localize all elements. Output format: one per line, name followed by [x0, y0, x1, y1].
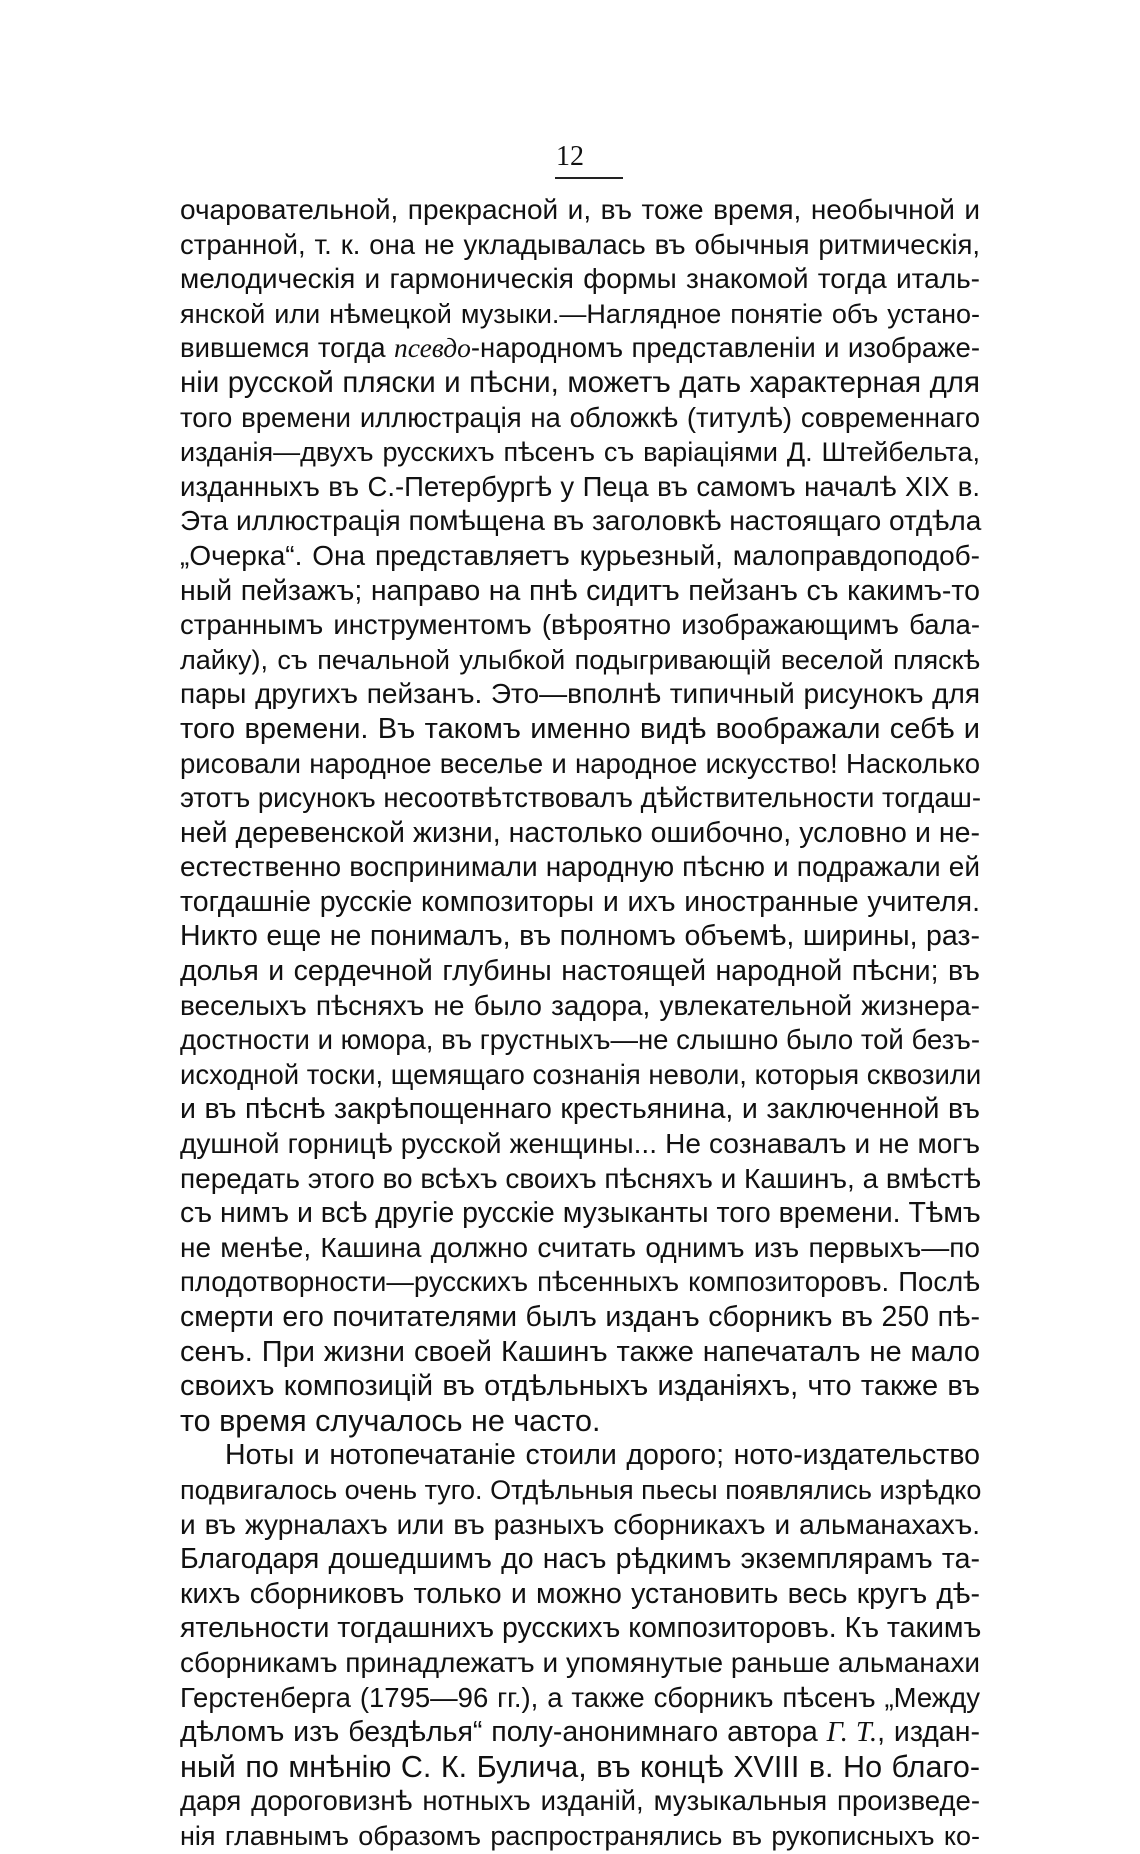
text-line: веселыхъ пѣсняхъ не было задора, увлекательной жизнера- [180, 989, 980, 1021]
text-line: смерти его почитателями былъ изданъ сборникъ въ 250 пѣ- [180, 1301, 980, 1333]
text-line: ный пейзажъ; направо на пнѣ сидитъ пейзанъ съ какимъ-то [180, 574, 980, 607]
text-line: Эта иллюстрація помѣщена въ заголовкѣ настоящаго отдѣла [180, 505, 982, 537]
text-line: ніи русской пляски и пѣсни, можетъ дать характерная для [180, 365, 980, 399]
text-line: передать этого во всѣхъ своихъ пѣсняхъ и Кашинъ, а вмѣстѣ [180, 1162, 981, 1194]
text-line [180, 1715, 980, 1750]
text-line: своихъ композицій въ отдѣльныхъ изданіяхъ, что также въ [180, 1370, 980, 1403]
text-line: не менѣе, Кашина должно считать однимъ изъ первыхъ—по [180, 1231, 980, 1263]
text-line: пары другихъ пейзанъ. Это—вполнѣ типичный рисунокъ для [180, 678, 980, 710]
text-line: достности и юмора, въ грустныхъ—не слышно было той безъ- [180, 1024, 980, 1056]
text-line: и въ пѣснѣ закрѣпощеннаго крестьянина, и заключенной въ [180, 1093, 980, 1126]
italic-segment: Г. Т. [826, 1717, 878, 1749]
text-line: нія главнымъ образомъ распространялись въ рукописныхъ ко- [180, 1820, 980, 1851]
text-line [180, 331, 980, 366]
text-segment: вившемся тогда [180, 332, 394, 364]
text-line: очаровательной, прекрасной и, въ тоже время, необычной и [180, 194, 980, 225]
text-line: и въ журналахъ или въ разныхъ сборникахъ и альманахахъ. [180, 1508, 980, 1540]
text-line: душной горницѣ русской женщины... Не сознавалъ и не могъ [180, 1128, 980, 1160]
text-line: странной, т. к. она не укладывалась въ обычныя ритмическія, [180, 228, 980, 260]
text-line: мелодическія и гармоническія формы знакомой тогда италь- [180, 263, 980, 295]
text-line: Благодаря дошедшимъ до насъ рѣдкимъ экземплярамъ та- [180, 1543, 980, 1576]
text-line: съ нимъ и всѣ другіе русскіе музыканты того времени. Тѣмъ [180, 1197, 981, 1230]
text-line: исходной тоски, щемящаго сознанія неволи, которыя сквозили [180, 1058, 982, 1090]
text-line: ней деревенской жизни, настолько ошибочно, условно и не- [180, 816, 980, 849]
text-line: „Очерка“. Она представляетъ курьезный, малоправдоподоб- [180, 539, 980, 571]
body-text [180, 193, 980, 1854]
text-line: естественно воспринимали народную пѣсню и подражали ей [180, 851, 980, 883]
text-line: ный по мнѣнію С. К. Булича, въ концѣ XVIII в. Но благо- [180, 1749, 980, 1784]
text-line: подвигалось очень туго. Отдѣльныя пьесы появлялись изрѣдко [180, 1474, 982, 1505]
text-line: плодотворности—русскихъ пѣсенныхъ композиторовъ. Послѣ [180, 1266, 980, 1298]
text-line: даря дороговизнѣ нотныхъ изданій, музыкальныя произведе- [180, 1785, 980, 1817]
text-line: рисовали народное веселье и народное искусство! Насколько [180, 747, 980, 779]
text-line: янской или нѣмецкой музыки.—Наглядное понятіе объ устано- [180, 298, 980, 329]
text-line: Герстенберга (1795—96 гг.), а также сборникъ пѣсенъ „Между [180, 1681, 980, 1713]
text-line: изданія—двухъ русскихъ пѣсенъ съ варіаціями Д. Штейбельта, [180, 437, 980, 468]
page-number-rule [555, 177, 623, 179]
text-line: сенъ. При жизни своей Кашинъ также напечаталъ не мало [180, 1335, 980, 1368]
text-line: изданныхъ въ С.-Петербургѣ у Пеца въ самомъ началѣ XIX в. [180, 470, 980, 502]
text-line: ятельности тогдашнихъ русскихъ композиторовъ. Къ такимъ [180, 1612, 982, 1645]
text-segment: -народномъ представленіи и изображе- [470, 332, 980, 364]
text-segment: , издан- [877, 1716, 980, 1749]
text-line: тогдашніе русскіе композиторы и ихъ иностранные учителя. [180, 885, 980, 918]
text-line: того времени. Въ такомъ именно видѣ воображали себѣ и [180, 712, 980, 745]
text-segment: дѣломъ изъ бездѣлья“ полу-анонимнаго автора [180, 1716, 827, 1749]
text-line: то время случалось не часто. [180, 1403, 601, 1438]
text-line: сборникамъ принадлежатъ и упомянутые раньше альманахи [180, 1646, 980, 1678]
text-line: Никто еще не понималъ, въ полномъ объемѣ, ширины, раз- [180, 920, 980, 953]
text-line: этотъ рисунокъ несоотвѣтствовалъ дѣйствительности тогдаш- [180, 782, 981, 814]
text-line: того времени иллюстрація на обложкѣ (титулѣ) современнаго [180, 401, 980, 433]
text-line: кихъ сборниковъ только и можно установить весь кругъ дѣ- [180, 1577, 980, 1610]
text-line: долья и сердечной глубины настоящей народной пѣсни; въ [180, 955, 980, 988]
italic-segment: псевдо [393, 332, 471, 364]
text-line: страннымъ инструментомъ (вѣроятно изображающимъ бала- [180, 609, 980, 641]
text-line: Ноты и нотопечатаніе стоили дорого; ното-издательство [225, 1439, 980, 1472]
page-number: 12 [556, 141, 584, 172]
text-line: лайку), съ печальной улыбкой подыгривающій веселой пляскѣ [180, 644, 980, 675]
